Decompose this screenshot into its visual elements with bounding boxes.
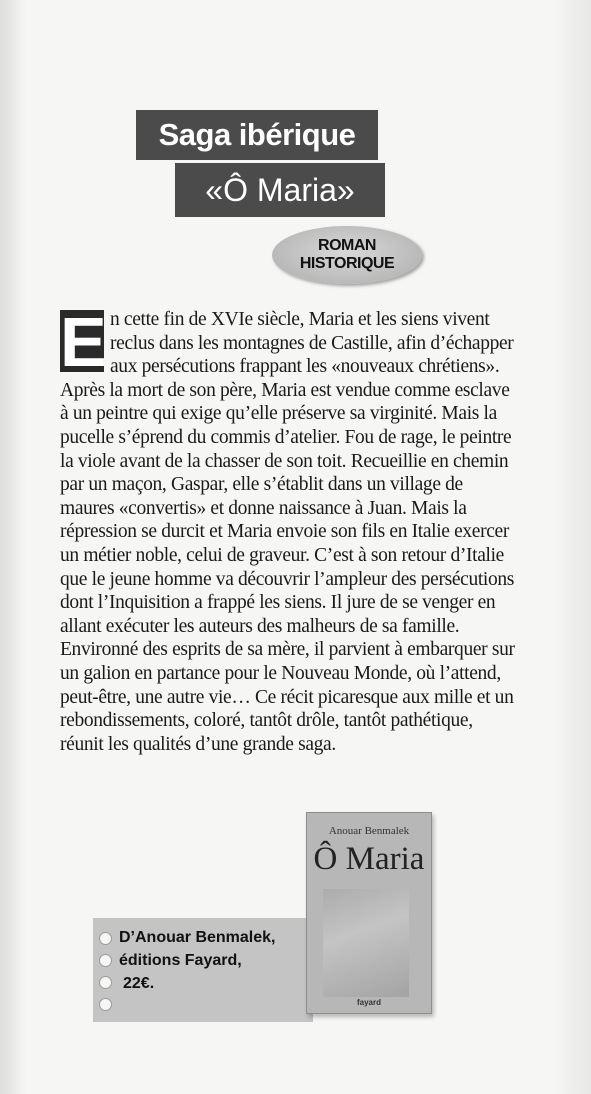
book-title-heading: «Ô Maria»: [175, 163, 385, 217]
page-edge-shadow: [0, 0, 26, 1094]
cover-publisher: fayard: [356, 998, 381, 1007]
book-cover-image: [306, 812, 432, 1014]
section-title: Saga ibérique: [136, 110, 378, 160]
punch-hole: [99, 954, 112, 967]
review-article: [60, 303, 515, 756]
cover-title: Ô Maria: [313, 841, 425, 877]
punch-hole: [99, 932, 112, 945]
publisher-credit: éditions Fayard,: [119, 952, 242, 969]
punch-hole: [99, 976, 112, 989]
punch-hole: [99, 998, 112, 1011]
genre-badge-line1: ROMAN: [318, 237, 376, 254]
article-body: n cette fin de XVIe siècle, Maria et les siens vivent reclus dans les montagnes de Castille, afin d’échapper aux persécutions frappant les «nouveaux chrétiens». Après la mort de son père, Maria est vendue comme esclave à un peintre qui exige qu’elle préserve sa virginité. Mais la pucelle s’éprend du commis d’atelier. Fou de rage, le peintre la viole avant de la chasser de son toit. Recueillie en chemin par un maçon, Gaspar, elle s’établit dans un village de maures «convertis» et donne naissance à Juan. Mais la répression se durcit et Maria envoie son fils en Italie exercer un métier noble, celui de graveur. C’est à son retour d’Italie que le jeune homme va découvrir l’ampleur des persécutions dont l’Inquisition a frappé les siens. Il jure de se venger en allant exécuter les auteurs des malheurs de sa famille. Environné des esprits de sa mère, il parvient à embarquer sur un galion en partance pour le Nouveau Monde, où l’attend, peut-être, une autre vie… Ce récit picaresque aux mille et un rebondissements, coloré, tantôt drôle, tantôt pathétique, réunit les qualités d’une grande saga.: [60, 309, 515, 755]
page-edge-shadow: [551, 0, 591, 1094]
book-info-text: [119, 926, 275, 995]
genre-badge: [272, 226, 422, 284]
cover-author: Anouar Benmalek: [328, 825, 410, 837]
genre-badge-line2: HISTORIQUE: [299, 255, 395, 272]
book-info-ticket: [93, 918, 313, 1022]
price: 22€.: [123, 975, 155, 992]
cover-artwork: [323, 889, 409, 997]
drop-cap: E: [60, 303, 107, 381]
author-credit: D’Anouar Benmalek,: [119, 929, 276, 946]
